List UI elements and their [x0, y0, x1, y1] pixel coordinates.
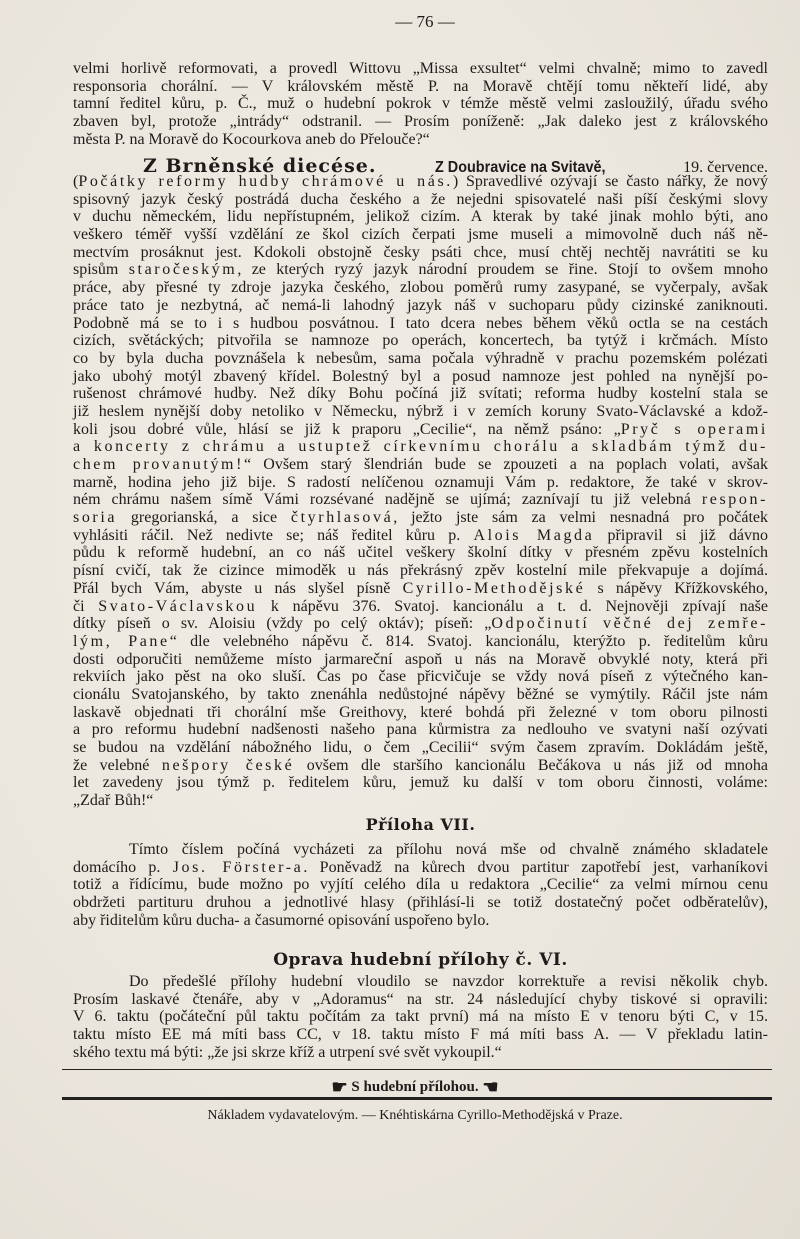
report-date: 19. července. — [683, 159, 768, 176]
text-line — [73, 721, 768, 739]
spaced-emphasis: Svato-Václavskou — [98, 597, 258, 615]
text-line — [73, 491, 768, 509]
text-line — [73, 421, 768, 439]
text-line — [73, 774, 768, 792]
text-run: V 6. taktu (počáteční půl taktu počítám za takt první) má na místo E v tenoru býti C, v 15. — [73, 1008, 768, 1026]
text-run: ) Spravedlivé ozývají se často nářky, že nový — [452, 173, 768, 190]
text-run: k nápěvu 376. Svatoj. kancionálu a t. d. Nejnověji zpívají naše — [257, 597, 769, 615]
text-run: spisovný jazyk český postrádá ducha českého a že nejedni spisovatelé naši píší českými slovy — [73, 190, 768, 208]
text-run: s nápěvy Křížkovského, — [585, 579, 769, 597]
text-line — [73, 438, 768, 456]
text-run: spisům — [73, 261, 129, 279]
text-run: obdržeti partituru druhou a jednotlivé hlasy (přihlásí-li se totiž dostatečný počet odběratelův), — [73, 894, 768, 912]
spaced-emphasis: Cyrillo-Methodějské — [402, 579, 586, 597]
text-run: města P. na Moravě do Kocourkova aneb do Přelouče?“ — [73, 130, 430, 148]
text-line — [73, 686, 768, 704]
spaced-emphasis: Alois Magda — [473, 526, 595, 544]
text-run: domácího p. — [73, 858, 173, 876]
spaced-emphasis: čtyrhlasová — [290, 509, 394, 527]
pointing-hand-left-icon: ☚ — [482, 1077, 499, 1097]
text-line — [73, 191, 768, 209]
text-line — [73, 991, 768, 1009]
text-line — [73, 615, 768, 633]
text-run: responsoria chorální. — V královském městě P. na Moravě chtějí tomu někteří lidé, aby — [73, 77, 768, 95]
text-run: dosti odporučiti nemůžeme místo jarmareční aspoň u nás na Moravě obvyklé noty, která při — [73, 650, 768, 668]
text-run: rušenost chrámové hudby. Než díky Bohu počíná již svítati; reforma hudby kostelní stala se — [73, 385, 768, 403]
text-line — [73, 261, 768, 279]
text-line — [73, 403, 768, 421]
text-line — [73, 912, 768, 930]
text-line — [73, 279, 768, 297]
text-line — [73, 598, 768, 616]
text-run: Tímto číslem počíná vycházeti za přílohu nová mše od chvalně známého skladatele — [129, 841, 768, 858]
text-line — [73, 332, 768, 350]
text-line — [73, 792, 768, 810]
heading-oprava: Oprava hudební přílohy č. VI. — [273, 950, 568, 970]
announcement-text: S hudební přílohou. — [351, 1079, 479, 1095]
text-line — [73, 668, 768, 686]
paragraph-intro — [73, 60, 768, 148]
text-run: aby řiditelům kůru ducha- a časumorné opisování uspořeno bylo. — [73, 911, 490, 929]
text-line — [73, 244, 768, 262]
text-run: že velebné — [73, 756, 162, 774]
text-run: či — [73, 597, 99, 615]
text-run: . Poněvadž na kůrech dvou partitur zapotřebí jest, varhaníkovi — [303, 858, 769, 876]
text-line — [73, 1044, 768, 1062]
spaced-emphasis: a koncerty z chrámu a ustuptež církevnímu chorálu a skladbám týmž du- — [73, 438, 768, 456]
text-run: Do předešlé přílohy hudební vloudilo se navzdor korrektuře a revisi několik chyb. — [129, 973, 768, 990]
text-run: písní cvičí, tak že cizince mimoděk u nás překrásný zpěv kostelní mile překvapuje a dojímá. — [73, 562, 768, 580]
text-line — [73, 544, 768, 562]
text-run: rekviích jako pěst na oko sluší. Čas po čase přicvičuje se vždy nová píseň z výtečného kan- — [73, 668, 768, 686]
text-run: ovšem dle staršího kancionálu Bečákova u nás již od mnoha — [294, 756, 769, 774]
text-run: totiž a řídícímu, bude možno po vyjítí celého díla u redaktora „Cecilie“ za velmi mírnou cenu — [73, 876, 768, 894]
text-run: cionálu Svatojanského, by takto znenáhla nedůstojné nápěvy běžné se vymýtily. Ráčil jste nám — [73, 685, 768, 703]
text-line — [73, 95, 768, 113]
section-heading-brno — [73, 155, 768, 175]
text-run: vyhlásiti ráčil. Než nedivte se; náš ředitel kůru p. — [73, 526, 474, 544]
text-run: , ze kterých ryzý jazyk národní proudem se řine. Stojí to ovšem mnoho — [237, 261, 769, 279]
text-run: gregorianská, a sice — [117, 509, 291, 527]
text-run: zbaven byl, protože „intrády“ odstranil. — Prosím poníženě: „Jak daleko jest z královského — [73, 113, 768, 131]
text-run: velmi horlivě reformovati, a provedl Wittovu „Missa exsultet“ velmi chvalně; mimo to zavedl — [73, 60, 768, 77]
text-line — [73, 704, 768, 722]
spaced-emphasis: respon- — [701, 491, 768, 509]
text-run: “ dle velebného nápěvu č. 814. Svatoj. kancionálu, kterýžto p. ředitelům kůru — [169, 632, 768, 650]
page-number: — 76 — — [395, 12, 455, 31]
spaced-emphasis: lým, Pane — [73, 632, 170, 650]
text-line — [73, 131, 768, 149]
text-run: ského textu má býti: „že jsi skrze kříž a utrpení své svět vykoupil.“ — [73, 1043, 502, 1061]
text-line — [73, 113, 768, 131]
spaced-emphasis: staročeským — [128, 261, 238, 279]
text-run: půdu k reformě hudební, an co náš učitel veškery školní dítky v přesném zpěvu kostelních — [73, 544, 768, 562]
text-run: práce, aby přesné ty zdroje jazyka českého, zlobou poměrů rumy zasypané, se vyčerpaly, avšak — [73, 279, 768, 297]
spaced-emphasis: chem provanutým! — [73, 456, 245, 473]
heading-priloha: Příloha VII. — [365, 815, 476, 834]
divider-thick — [62, 1097, 772, 1100]
spaced-emphasis: soria — [73, 509, 118, 527]
text-run: Prosím laskavé čtenáře, aby v „Adoramus“ na str. 24 následující chyby tiskové si opravili: — [73, 990, 768, 1008]
text-run: veškero téměř vyšší vzdělání ze škol cizích čerpati jsme museli a mimovolně duch náš ně- — [73, 226, 768, 244]
spaced-emphasis: Pryč s operami — [620, 420, 768, 438]
text-run: co by byla ducha povznášela k nebesům, sama počala výhradně v prachu pozemském polézati — [73, 349, 768, 367]
text-line — [73, 456, 768, 474]
text-run: se budou na vzdělání nábožného lidu, o čem „Cecilii“ svým časem zpravím. Dokládám ještě, — [73, 739, 768, 756]
paragraph-priloha — [73, 841, 768, 929]
text-line — [73, 757, 768, 775]
text-line — [73, 527, 768, 545]
text-line — [73, 60, 768, 78]
text-run: práce tato je nezbytná, ač nemá-li lahodný jazyk náš v suchoparu půdy cizinské zaniknouti. — [73, 296, 768, 314]
spaced-emphasis: nešpory české — [161, 756, 295, 774]
text-line — [73, 651, 768, 669]
text-run: jako ubohý motýl zbavený křídel. Bolestný byl a posud namnoze jest pohled na nynější po- — [73, 367, 768, 385]
text-run: a pro reformu hudební nadšenosti našeho pana kůrmistra za nedlouho ve svatyni naší ozývati — [73, 721, 768, 739]
text-run: Podobně má se to i s hudbou posvátnou. I tato dcera nebes během věků octla se na cestách — [73, 314, 768, 332]
text-line — [73, 1008, 768, 1026]
text-line — [73, 1026, 768, 1044]
text-line — [73, 739, 768, 757]
divider-thin — [62, 1069, 772, 1070]
pointing-hand-right-icon: ☛ — [331, 1077, 348, 1097]
text-line — [73, 385, 768, 403]
paragraph-brno-report — [73, 173, 768, 810]
place-heading: Z Doubravice na Svitavě, — [435, 159, 606, 176]
text-line — [73, 973, 768, 991]
text-run: “ Ovšem starý šlendrián bude se zpouzeti a na poplach volati, avšak — [244, 456, 768, 473]
paragraph-oprava — [73, 973, 768, 1061]
text-line — [73, 894, 768, 912]
text-line — [73, 562, 768, 580]
text-run: cizích, světáckých; pitvořila se namnoze po operách, koncertech, ba tytýž i krčmách. Místo — [73, 332, 768, 350]
text-run: Přál bych Vám, abyste u nás slyšel písně — [73, 579, 403, 597]
text-run: tamní ředitel kůru, p. Č., muž o hudební pokrok v témže městě velmi zasloužilý, úřadu svého — [73, 95, 768, 113]
text-run: laskavě objednati tři chorální mše Greithovy, které bohdá při železné v tom oboru pilnosti — [73, 703, 768, 721]
text-line — [73, 580, 768, 598]
text-run: dítky píseň o sv. Aloisiu (vždy po celý oktáv); píseň: „ — [73, 615, 492, 633]
text-line — [73, 350, 768, 368]
spaced-emphasis: Jos. Förster-a — [172, 858, 304, 876]
text-run: připravil si již dávno — [594, 526, 769, 544]
text-run: marně, hodina jeho již bije. S radostí nelíčenou oznamuji Vám p. redaktore, že také v skrov- — [73, 473, 768, 491]
spaced-emphasis: Počátky reformy hudby chrámové u nás. — [78, 173, 453, 190]
text-run: , ježto jste sám za velmi nesnadná pro počátek — [393, 509, 769, 527]
text-line — [73, 297, 768, 315]
diocese-heading: Z Brněnské diecése. — [143, 155, 377, 177]
text-run: let zavedeny jsou týmž p. ředitelem kůru, jemuž ku další v tom oboru činnosti, voláme: — [73, 774, 768, 792]
text-line — [73, 78, 768, 96]
text-line — [73, 876, 768, 894]
text-run: „Zdař Bůh!“ — [73, 792, 154, 810]
text-line — [73, 633, 768, 651]
text-line — [73, 208, 768, 226]
text-line — [73, 368, 768, 386]
imprint-footer: Nákladem vydavatelovým. — Knéhtiskárna Cyrillo-Methodějská v Praze. — [207, 1108, 623, 1123]
text-run: ném chrámu našem símě Vámi rozsévané nadějně se ujímá; zaznívají tu již velebná — [73, 491, 702, 509]
text-line — [73, 226, 768, 244]
text-line — [73, 509, 768, 527]
text-line — [73, 841, 768, 859]
spaced-emphasis: Odpočinutí věčné dej zemře- — [491, 615, 768, 633]
text-line — [73, 315, 768, 333]
text-run: již heslem nynější doby netoliko v Německu, nýbrž i v zemích koruny Svato-Václavské a kdož- — [73, 402, 768, 420]
text-line — [73, 859, 768, 877]
text-run: ( — [73, 173, 79, 190]
text-run: taktu místo EE má míti bass CC, v 18. taktu místo F má míti bass A. — V překladu latin- — [73, 1026, 768, 1044]
text-line — [73, 474, 768, 492]
text-line — [73, 173, 768, 191]
text-run: koli jsou dobré vůle, hlásí se již k praporu „Cecilie“, na němž psáno: „ — [73, 420, 621, 438]
announcement — [0, 1077, 800, 1098]
text-run: v duchu německém, lidu nepřístupném, jelikož cizím. A kterak by také jinak mohlo býti, ano — [73, 208, 768, 226]
text-run: mectvím prosáknut jest. Kdokoli obstojně česky psáti chce, musí chtěj nechtěj navrátiti se ku — [73, 243, 768, 261]
